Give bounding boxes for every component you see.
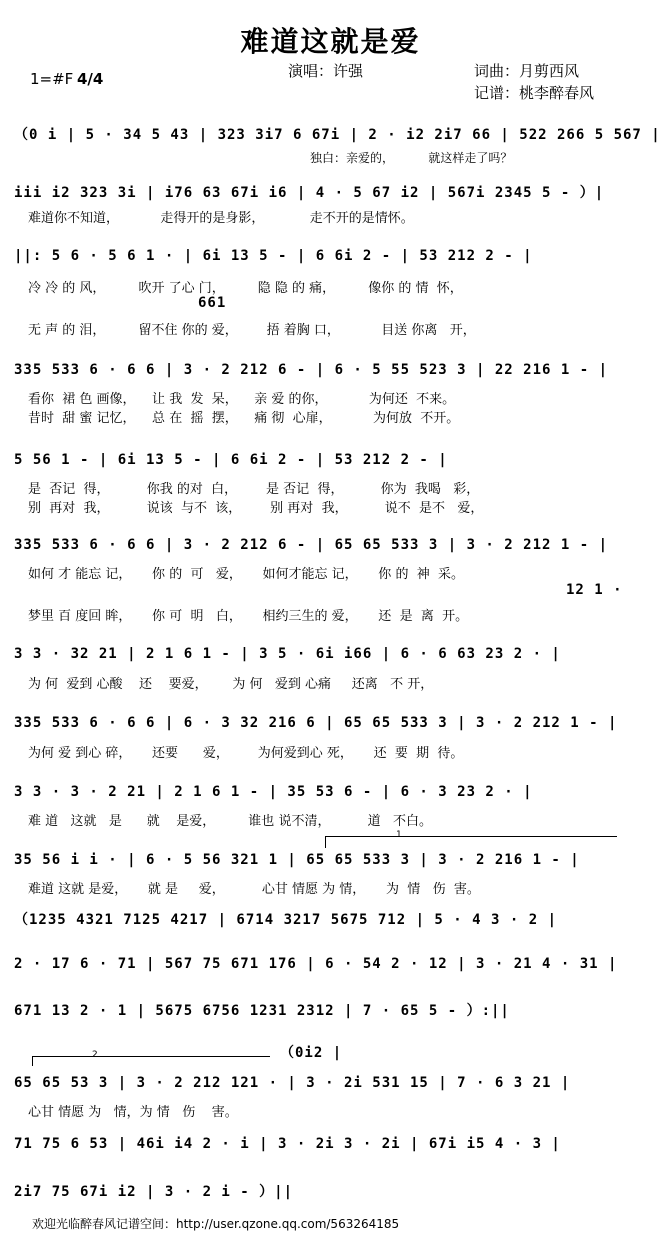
lyric-line: 难道你不知道， 走得开的是身影， 走不开的是情怀。 [28, 211, 414, 226]
composer-credit: 词曲：月剪西风 [474, 62, 580, 80]
notation-row: 65 65 53 3 | 3 · 2 212 121 · | 3 · 2i 531 15 | 7 · 6 3 21 | [14, 1075, 571, 1091]
lyric-line: 为 何 爱到 心酸 还 要爱， 为 何 爱到 心痛 还离 不 开， [28, 677, 434, 692]
lyric-line: 梦里 百 度回 眸， 你 可 明 白， 相约三生的 爱， 还 是 离 开。 [28, 609, 469, 624]
spoken-line: 独白：亲爱的， 就这样走了吗？ [310, 151, 513, 165]
notation-row: 335 533 6 · 6 6 | 3 · 2 212 6 - | 65 65 533 3 | 3 · 2 212 1 - | [14, 537, 609, 553]
lyric-line: 看你 裙 色 画像， 让 我 发 呆， 亲 爱 的你， 为何还 不来。 [28, 392, 456, 407]
lyric-line: 冷 冷 的 风， 吹开 了心 门， 隐 隐 的 痛， 像你 的 情 怀， [28, 281, 463, 296]
lyric-line: 别 再对 我， 说该 与不 该， 别 再对 我， 说不 是不 爱， [28, 501, 484, 516]
notation-row: 3 3 · 32 21 | 2 1 6 1 - | 3 5 · 6i i66 | 6 · 6 63 23 2 · | [14, 646, 561, 662]
notation-row: 661 [198, 295, 227, 311]
song-title: 难道这就是爱 [240, 25, 421, 58]
notation-row: 671 13 2 · 1 | 5675 6756 1231 2312 | 7 · 65 5 - ）:|| [14, 1003, 510, 1019]
lyric-line: 无 声 的 泪， 留不住 你的 爱， 捂 着胸 口， 目送 你离 开， [28, 323, 476, 338]
lyric-line: 是 否记 得， 你我 的对 白， 是 否记 得， 你为 我喝 彩， [28, 482, 480, 497]
notation-row: iii i2 323 3i | i76 63 67i i6 | 4 · 5 67 i2 | 567i 2345 5 - ）| [14, 185, 605, 201]
lyric-line: 昔时 甜 蜜 记忆， 总 在 摇 摆， 痛 彻 心扉， 为何放 不开。 [28, 411, 460, 426]
notation-row: 35 56 i i · | 6 · 5 56 321 1 | 65 65 533 3 | 3 · 2 216 1 - | [14, 852, 580, 868]
notation-row: 2i7 75 67i i2 | 3 · 2 i - ）|| [14, 1184, 294, 1200]
transcriber-credit: 记谱：桃李醉春风 [474, 84, 595, 102]
volta-bracket-1 [325, 836, 617, 837]
notation-row: 335 533 6 · 6 6 | 6 · 3 32 216 6 | 65 65 533 3 | 3 · 2 212 1 - | [14, 715, 618, 731]
notation-row: 3 3 · 3 · 2 21 | 2 1 6 1 - | 35 53 6 - | 6 · 3 23 2 · | [14, 784, 533, 800]
notation-row: 335 533 6 · 6 6 | 3 · 2 212 6 - | 6 · 5 55 523 3 | 22 216 1 - | [14, 362, 609, 378]
time-signature: 4/4 [77, 70, 104, 88]
footer-credit: 欢迎光临醉春风记谱空间：http://user.qzone.qq.com/563264185 [32, 1217, 400, 1231]
lyric-line: 为何 爱 到心 碎， 还要 爱， 为何爱到心 死， 还 要 期 待。 [28, 746, 464, 761]
notation-row: ||: 5 6 · 5 6 1 · | 6i 13 5 - | 6 6i 2 - | 53 212 2 - | [14, 248, 533, 264]
volta-number-1: 1 [396, 830, 402, 840]
notation-row: （0i2 | [280, 1045, 343, 1061]
lyric-line: 心甘 情愿 为 情，为 情 伤 害。 [28, 1105, 238, 1120]
notation-row: 5 56 1 - | 6i 13 5 - | 6 6i 2 - | 53 212 2 - | [14, 452, 448, 468]
notation-row: （0 i | 5 · 34 5 43 | 323 3i7 6 67i | 2 · i2 2i7 66 | 522 266 5 567 | [14, 127, 661, 143]
volta-bracket-2-edge [32, 1056, 33, 1066]
lyric-line: 难 道 这就 是 就 是爱， 谁也 说不清， 道 不白。 [28, 814, 433, 829]
volta-bracket-1-edge [325, 836, 326, 848]
key-signature: 1=#F [30, 70, 74, 88]
notation-row: 2 · 17 6 · 71 | 567 75 671 176 | 6 · 54 2 · 12 | 3 · 21 4 · 31 | [14, 956, 618, 972]
notation-row: 71 75 6 53 | 46i i4 2 · i | 3 · 2i 3 · 2i | 67i i5 4 · 3 | [14, 1136, 561, 1152]
volta-bracket-2 [32, 1056, 270, 1057]
notation-row: （1235 4321 7125 4217 | 6714 3217 5675 712 | 5 · 4 3 · 2 | [14, 912, 558, 928]
volta-number-2: 2 [92, 1050, 98, 1060]
lyric-line: 难道 这就 是爱， 就 是 爱， 心甘 情愿 为 情， 为 情 伤 害。 [28, 882, 480, 897]
singer-credit: 演唱：许强 [288, 62, 364, 80]
lyric-line: 如何 才 能忘 记， 你 的 可 爱， 如何才能忘 记， 你 的 神 采。 [28, 567, 464, 582]
notation-row: 12 1 · [566, 582, 623, 598]
